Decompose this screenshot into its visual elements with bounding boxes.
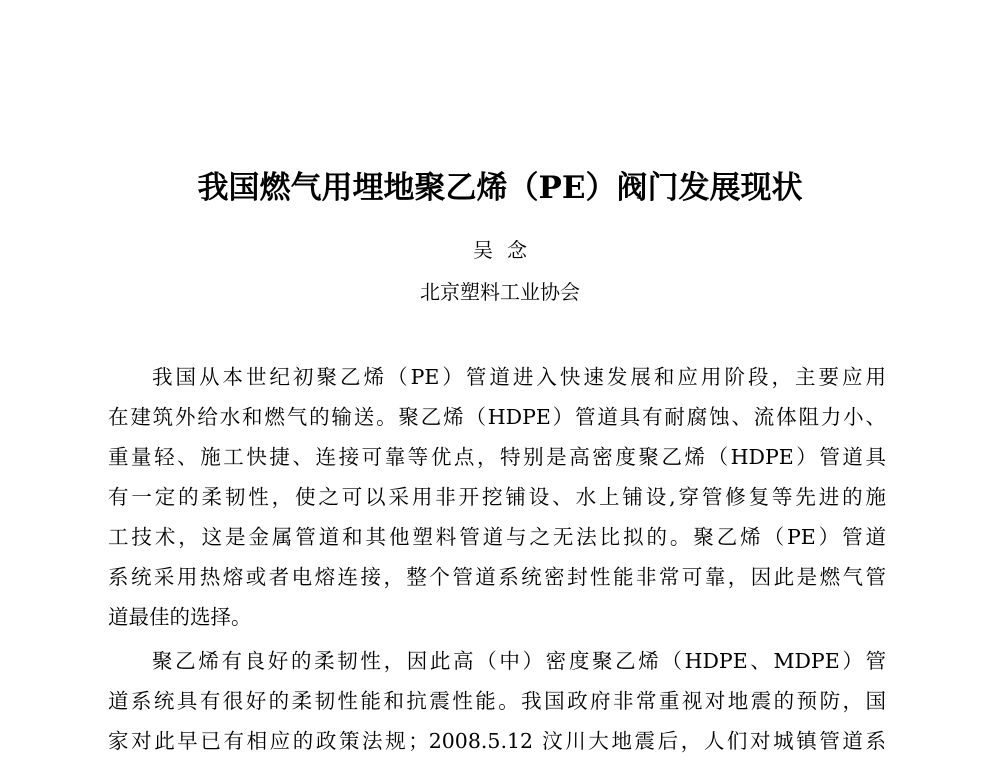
body-text-line: 道系统具有很好的柔韧性能和抗震性能。我国政府非常重视对地震的预防，国 [108,689,886,713]
author-affiliation: 北京塑料工业协会 [420,280,580,304]
author-name: 吴念 [473,238,541,262]
body-text-line: 家对此早已有相应的政策法规；2008.5.12 汶川大地震后，人们对城镇管道系 [108,729,886,753]
body-text-line: 系统采用热熔或者电熔连接，整个管道系统密封性能非常可靠，因此是燃气管 [108,565,886,589]
body-text-line: 在建筑外给水和燃气的输送。聚乙烯（HDPE）管道具有耐腐蚀、流体阻力小、 [108,405,886,429]
body-text-line: 道最佳的选择。 [108,605,252,629]
body-text-line: 我国从本世纪初聚乙烯（PE）管道进入快速发展和应用阶段，主要应用 [152,365,886,389]
body-text-line: 有一定的柔韧性，使之可以采用非开挖铺设、水上铺设,穿管修复等先进的施 [108,485,886,509]
paper-title: 我国燃气用埋地聚乙烯（PE）阀门发展现状 [197,170,803,206]
body-text-line: 重量轻、施工快捷、连接可靠等优点，特别是高密度聚乙烯（HDPE）管道具 [108,445,886,469]
body-text-line: 工技术，这是金属管道和其他塑料管道与之无法比拟的。聚乙烯（PE）管道 [108,525,886,549]
body-text-line: 聚乙烯有良好的柔韧性，因此高（中）密度聚乙烯（HDPE、MDPE）管 [152,649,886,673]
